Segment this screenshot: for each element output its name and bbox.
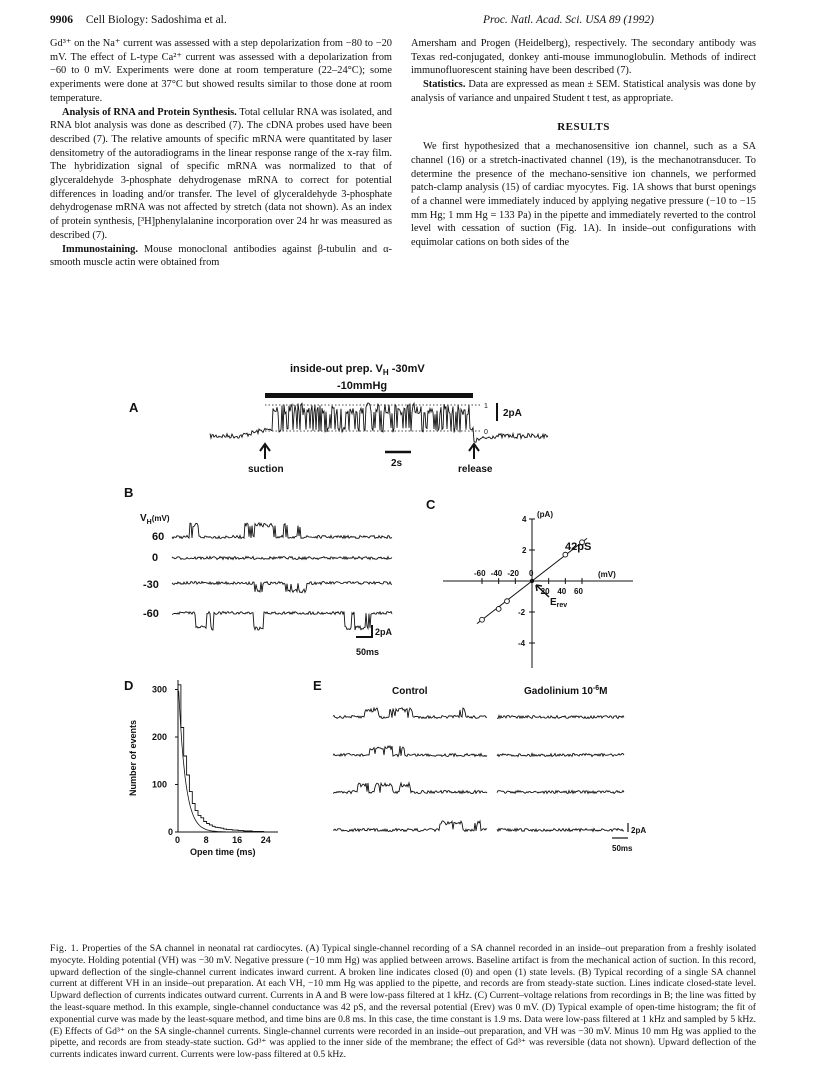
histogram-x-label: Open time (ms)	[190, 847, 256, 857]
trace-minus30mv	[172, 582, 392, 593]
release-label: release	[458, 464, 493, 475]
suction-arrow-icon	[260, 444, 270, 459]
iv-curve-chart	[443, 515, 633, 668]
release-arrow-icon	[469, 444, 479, 459]
histogram-y-label: Number of events	[128, 719, 138, 796]
control-trace	[333, 821, 487, 832]
closed-level-label: 0	[484, 429, 488, 436]
control-trace	[333, 708, 487, 719]
histogram-x-tick-label: 24	[260, 835, 271, 845]
rna-analysis-heading: Analysis of RNA and Protein Synthesis.	[62, 106, 237, 118]
pressure-label: -10mmHg	[337, 380, 388, 392]
iv-x-tick-label: 0	[529, 569, 534, 578]
panel-e-label: E	[313, 678, 322, 693]
gadolinium-trace	[497, 716, 624, 719]
immunostaining-heading: Immunostaining.	[62, 243, 138, 255]
panel-b-current-scale-label: 2pA	[375, 627, 393, 637]
panel-b-axis-label: $V_H^{(mV)}$	[140, 513, 170, 526]
pressure-bar	[265, 393, 473, 398]
voltage-label-60: 60	[152, 531, 165, 543]
iv-y-tick-label: -4	[518, 639, 526, 648]
rna-analysis-text: Total cellular RNA was isolated, and RNA blot analysis was done as described (7). The cDNA probes used have been described (7). The relative amounts of specific mRNA were quantitated by laser densitometry of the autoradiograms in the linear response range of the x-ray film. The hybridization signal of specific mRNA was normalized to that of glyceraldehyde 3-phosphate dehydrogenase mRNA to correct for potential differences in loading and/or transfer. The level of glyceraldehyde 3-phosphate dehydrogenase mRNA was not affected by stretch (data not shown). As an index of protein synthesis, [³H]phenylalanine incorporation over 24 hr was measured as described (7).	[50, 106, 393, 241]
suction-label: suction	[248, 464, 284, 475]
iv-x-unit-label: (mV)	[598, 570, 616, 579]
iv-x-tick-label: -60	[474, 569, 486, 578]
trace-minus60mv	[172, 612, 392, 631]
panel-b-time-scale-label: 50ms	[356, 647, 380, 657]
open-time-histogram	[152, 680, 278, 845]
panel-e-current-scale-label: 2pA	[631, 826, 647, 835]
statistics-text: Data are expressed as mean ± SEM. Statistical analysis was done by analysis of variance and unpaired Student t test, as appropriate.	[411, 79, 756, 104]
antibody-paragraph: Amersham and Progen (Heidelberg), respectively. The secondary antibody was Texas red-conjugated, donkey anti-mouse immunoglobulin. Methods of indirect immunofluorescent staining have been described (7).	[411, 38, 756, 77]
gadolinium-trace	[497, 829, 624, 832]
iv-data-point	[505, 599, 510, 604]
iv-data-point	[480, 617, 485, 622]
iv-data-point	[496, 607, 501, 612]
gadolinium-traces	[333, 708, 624, 832]
control-trace	[333, 783, 487, 794]
page-number: 9906	[50, 14, 73, 26]
open-level-label: 1	[484, 403, 488, 410]
iv-y-tick-label: 2	[522, 546, 527, 555]
histogram-exponential-fit	[179, 691, 270, 832]
trace-60mv	[172, 523, 392, 539]
gadolinium-column-label: Gadolinium $10^{-6}M$	[524, 685, 608, 697]
histogram-y-tick-label: 0	[168, 827, 174, 837]
iv-y-unit-label: (pA)	[537, 510, 553, 519]
panel-e-time-scale-label: 50ms	[612, 844, 633, 853]
caption-label: Fig. 1.	[50, 943, 79, 954]
results-heading: RESULTS	[557, 120, 610, 133]
journal-citation: Proc. Natl. Acad. Sci. USA 89 (1992)	[483, 14, 654, 26]
iv-x-tick-label: -40	[490, 569, 503, 578]
iv-x-tick-label: -20	[507, 569, 519, 578]
histogram-bars	[178, 685, 264, 832]
conductance-label: 42pS	[565, 541, 592, 553]
histogram-y-tick-label: 300	[152, 684, 168, 695]
panel-a-time-scale-label: 2s	[391, 458, 403, 469]
voltage-label-minus60: -60	[143, 608, 159, 620]
statistics-heading: Statistics.	[423, 79, 466, 91]
trace-0mv	[172, 557, 392, 560]
iv-x-tick-label: 60	[574, 587, 583, 596]
panel-b-label: B	[124, 485, 134, 500]
histogram-x-tick-label: 0	[175, 835, 181, 845]
histogram-x-tick-label: 16	[232, 835, 243, 845]
panel-a-title: inside-out prep. $V_H$ -30mV	[290, 363, 425, 377]
caption-text: Properties of the SA channel in neonatal rat cardiocytes. (A) Typical single-channel recording of a SA channel recorded in an inside–out preparation from a freshly isolated myocyte. Holding potential (VH) was −30 mV. Negative pressure (−10 mm Hg) was applied between arrows. Baseline artifact is from the mechanical action of suction. In this record, upward deflection of the single-channel current indicates inward current. A broken line indicates closed (0) and open (1) state levels. (B) Typical recording of a single SA channel current at different VH in an inside–out preparation. At each VH, −10 mm Hg was applied to the pipette, and records are from steady-state suction. Lines indicate closed-state level. Upward deflection of currents indicates outward current. Currents in A and B were low-pass filtered at 1 kHz. (C) Current–voltage relations from recordings in B; the line was fitted by the least-square method. In this example, single-channel conductance was 42 pS, and the reversal potential (Erev) was 0 mV. (D) Typical example of open-time histogram; the fit of exponential curve was made by the least-square method, and time bins are 0.8 ms. In this case, the time constant is 1.9 ms. Data were low-pass filtered at 1 kHz and sampled by 5 kHz. (E) Effects of Gd³⁺ on the SA single-channel currents. Single-channel currents were recorded in an inside–out preparation, and VH was −30 mV. Minus 10 mm Hg was applied to the pipette, and records are from steady-state suction. Gd³⁺ was applied to the inner side of the membrane; the effect of Gd³⁺ was reversible (data not shown). Upward deflection of the currents indicates inward current. Currents were low-pass filtered at 0.5 kHz.	[50, 943, 757, 1061]
section-title: Cell Biology: Sadoshima et al.	[85, 14, 227, 26]
iv-x-tick-label: 40	[557, 587, 567, 596]
methods-paragraph: Gd³⁺ on the Na⁺ current was assessed with a step depolarization from −80 to −20 mV. The effect of L-type Ca²⁺ current was assessed with a depolarization from −60 to 0 mV. Experiments were done at room temperature (22–24°C); some experiments were done at 37°C but showed results similar to those done at room temperature.	[50, 38, 392, 104]
panel-d-label: D	[124, 678, 134, 693]
gadolinium-trace	[497, 791, 624, 794]
histogram-x-tick-label: 8	[203, 835, 209, 845]
panel-a-current-scale-label: 2pA	[503, 408, 522, 419]
erev-label: $E_{rev}$	[550, 597, 568, 609]
histogram-y-tick-label: 100	[152, 779, 168, 790]
iv-y-tick-label: -2	[518, 608, 526, 617]
immunostaining-text: Mouse monoclonal antibodies against β-tubulin and α-smooth muscle actin were obtained from	[50, 243, 392, 269]
control-column-label: Control	[392, 686, 428, 697]
gadolinium-trace	[497, 754, 624, 757]
results-paragraph: We first hypothesized that a mechanosensitive ion channel, such as a SA channel (16) or a stretch-inactivated channel (19), is the mechanotransducer. To determine the presence of the mechano-sensitive ion channels, we performed patch-clamp analysis (15) of cardiac myocytes. Fig. 1A shows that burst openings of a channel were immediately induced by applying negative pressure (−10 to −15 mm Hg; 1 mm Hg = 133 Pa) in the pipette and immediately reverted to the control level with cessation of suction (Fig. 1A). In inside–out configurations with equimolar cations on both sides of the	[411, 141, 756, 249]
histogram-y-tick-label: 200	[152, 732, 168, 742]
control-trace	[333, 746, 487, 757]
iv-reversal-point	[530, 579, 534, 583]
voltage-label-0: 0	[152, 552, 159, 564]
voltage-label-minus30: -30	[143, 579, 159, 591]
iv-y-tick-label: 4	[522, 515, 527, 524]
panel-a-label: A	[129, 400, 139, 415]
iv-x-tick-label: 20	[540, 587, 550, 596]
figure-caption	[50, 943, 756, 1061]
panel-c-label: C	[426, 497, 436, 512]
